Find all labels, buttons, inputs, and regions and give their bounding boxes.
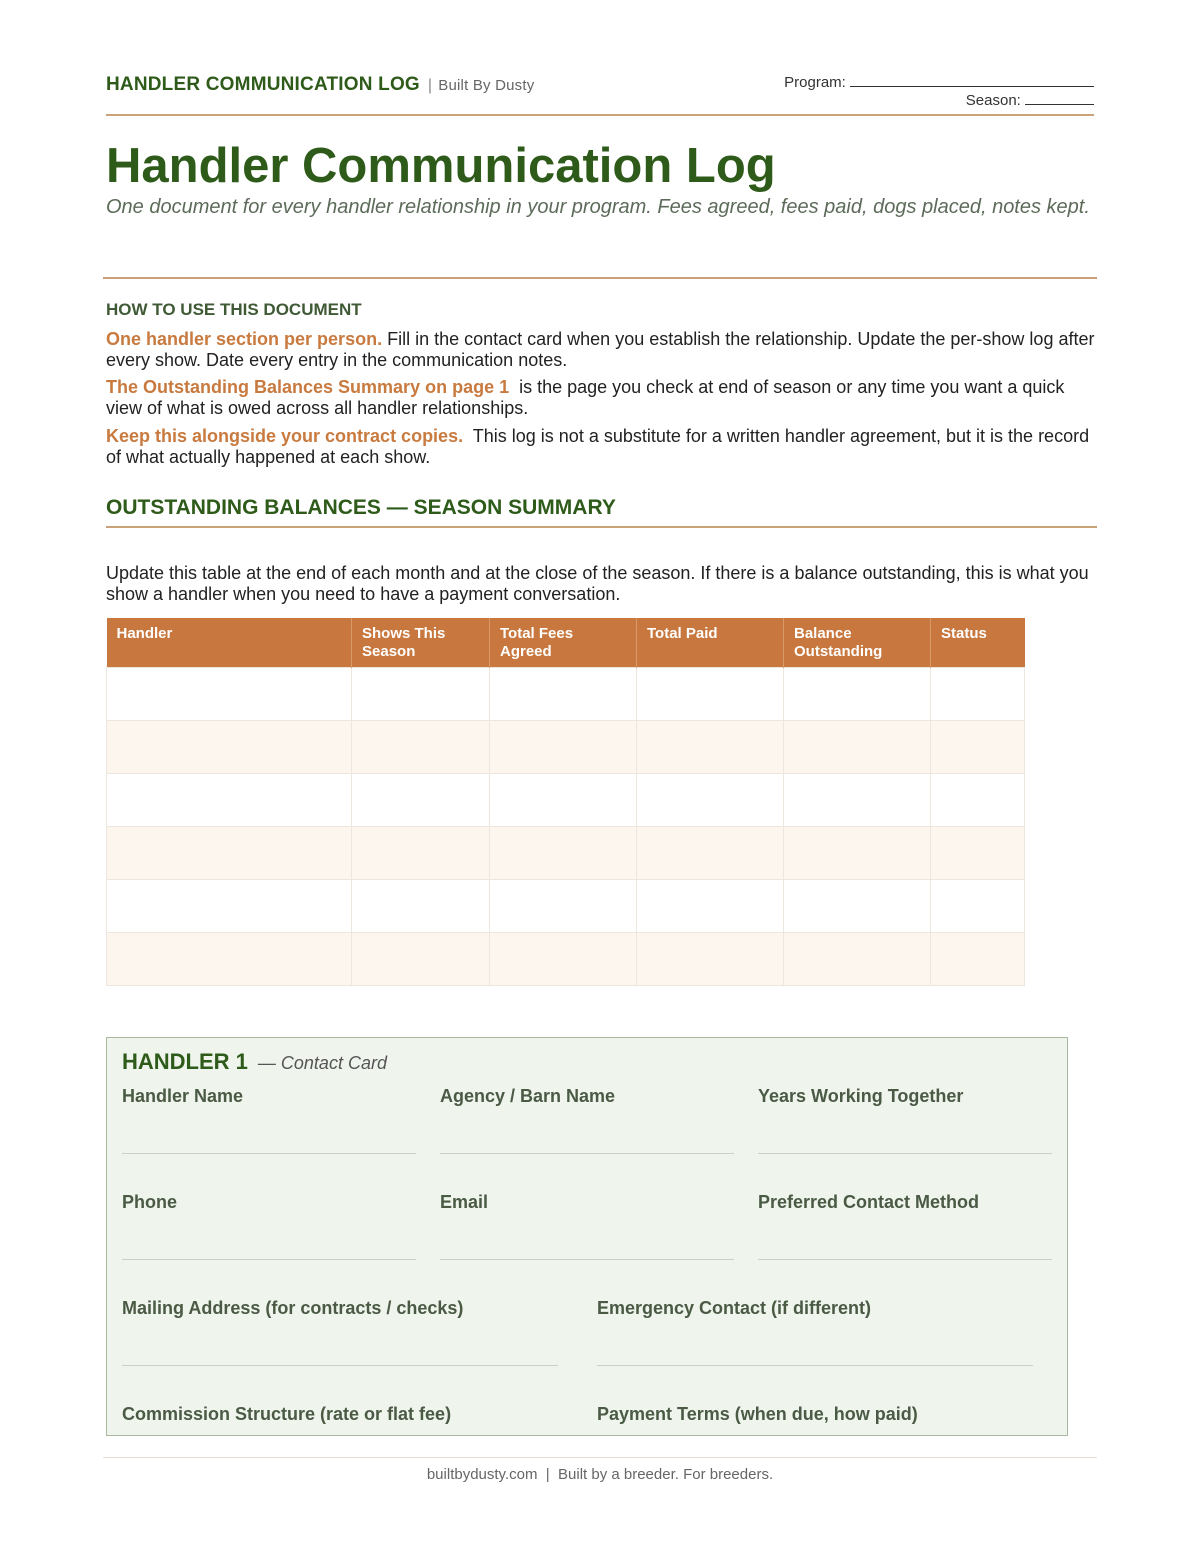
column-header-shows: Shows This Season [352,618,490,668]
field-label: Preferred Contact Method [758,1192,980,1212]
field-line [122,1259,416,1260]
card-title [122,1049,387,1075]
season-field[interactable] [784,92,1094,110]
table-cell[interactable] [784,774,931,827]
table-cell[interactable] [490,827,637,880]
how-to-text: This log is not a substitute for a written handler agreement, but it is the record of what actually happened at each show. [106,426,1095,467]
header-byline: Built By Dusty [438,77,535,94]
emergency-contact-field[interactable] [597,1298,1033,1319]
table-cell[interactable] [352,827,490,880]
table-cell[interactable] [107,933,352,986]
table-row [107,774,1025,827]
program-label: Program: [784,74,846,91]
table-cell[interactable] [931,774,1025,827]
program-blank[interactable] [850,75,1094,87]
mailing-address-field[interactable] [122,1298,558,1319]
field-label: Email [440,1192,489,1212]
table-cell[interactable] [931,668,1025,721]
table-cell[interactable] [784,721,931,774]
how-to-lead: One handler section per person. [106,329,383,349]
table-cell[interactable] [107,880,352,933]
field-label: Handler Name [122,1086,244,1106]
handler-name-field[interactable] [122,1086,416,1107]
field-line [597,1365,1033,1366]
how-to-paragraph [106,329,1096,371]
column-header-handler: Handler [107,618,352,668]
field-line [440,1153,734,1154]
page-footer: builtbydusty.com | Built by a breeder. For breeders. [426,1466,774,1483]
summary-intro: Update this table at the end of each month and at the close of the season. If there is a balance outstanding, this is what you show a handler when you need to have a payment conversation. [106,563,1089,604]
table-cell[interactable] [931,880,1025,933]
how-to-paragraph [106,377,1096,419]
balances-table [106,618,1025,986]
card-title-text: HANDLER 1 [122,1049,248,1074]
field-line [758,1259,1052,1260]
field-label: Payment Terms (when due, how paid) [597,1404,918,1424]
table-row [107,668,1025,721]
header-fields [784,74,1094,110]
table-cell[interactable] [490,880,637,933]
table-cell[interactable] [637,880,784,933]
header-separator: | [427,77,433,94]
field-label: Phone [122,1192,178,1212]
how-to-paragraph [106,426,1096,468]
how-to-text: is the page you check at end of season or any time you want a quick view of what is owed across all handler relationships. [106,377,1070,418]
table-cell[interactable] [637,668,784,721]
how-to-lead: The Outstanding Balances Summary on page 1 [106,377,510,397]
field-line [440,1259,734,1260]
table-cell[interactable] [352,721,490,774]
page-subtitle: One document for every handler relationship in your program. Fees agreed, fees paid, dogs placed, notes kept. [106,196,1090,218]
season-blank[interactable] [1025,93,1094,105]
table-cell[interactable] [352,880,490,933]
field-line [758,1153,1052,1154]
table-header-row [107,618,1025,668]
field-label: Commission Structure (rate or flat fee) [122,1404,452,1424]
table-cell[interactable] [637,774,784,827]
table-cell[interactable] [637,933,784,986]
table-cell[interactable] [490,774,637,827]
header-brand [106,74,534,96]
table-cell[interactable] [784,880,931,933]
divider [103,277,1097,279]
table-row [107,933,1025,986]
field-line [122,1365,558,1366]
table-cell[interactable] [352,668,490,721]
table-cell[interactable] [107,827,352,880]
field-label: Years Working Together [758,1086,964,1106]
payment-terms-field[interactable] [597,1404,1033,1425]
table-cell[interactable] [637,721,784,774]
table-cell[interactable] [931,827,1025,880]
email-field[interactable] [440,1192,734,1213]
divider [106,526,1097,528]
field-label: Mailing Address (for contracts / checks) [122,1298,464,1318]
page-header [106,72,1094,116]
column-header-status: Status [931,618,1025,668]
how-to-lead: Keep this alongside your contract copies. [106,426,464,446]
table-cell[interactable] [352,933,490,986]
page-title: Handler Communication Log [106,139,776,193]
table-cell[interactable] [931,721,1025,774]
header-brand-title: HANDLER COMMUNICATION LOG [106,74,420,95]
field-label: Emergency Contact (if different) [597,1298,872,1318]
season-label: Season: [965,92,1021,109]
field-line [122,1153,416,1154]
field-label: Agency / Barn Name [440,1086,616,1106]
table-cell[interactable] [784,827,931,880]
years-field[interactable] [758,1086,1052,1107]
agency-field[interactable] [440,1086,734,1107]
table-cell[interactable] [490,668,637,721]
table-cell[interactable] [637,827,784,880]
table-cell[interactable] [107,721,352,774]
column-header-total-paid: Total Paid [637,618,784,668]
table-row [107,721,1025,774]
table-row [107,827,1025,880]
how-to-heading: HOW TO USE THIS DOCUMENT [106,300,362,319]
column-header-fees-agreed: Total Fees Agreed [490,618,637,668]
table-cell[interactable] [931,933,1025,986]
commission-field[interactable] [122,1404,558,1425]
handler-contact-card [106,1037,1068,1436]
table-cell[interactable] [784,933,931,986]
table-cell[interactable] [490,721,637,774]
card-subtitle: — Contact Card [257,1053,387,1073]
preferred-contact-field[interactable] [758,1192,1052,1213]
table-cell[interactable] [490,933,637,986]
table-cell[interactable] [107,668,352,721]
footer-divider [103,1457,1097,1458]
phone-field[interactable] [122,1192,416,1213]
table-cell[interactable] [352,774,490,827]
program-field[interactable] [784,74,1094,92]
table-cell[interactable] [107,774,352,827]
summary-heading: OUTSTANDING BALANCES — SEASON SUMMARY [106,496,616,519]
how-to-text: Fill in the contact card when you establish the relationship. Update the per-show log after every show. Date every entry in the communication notes. [106,329,1095,370]
table-cell[interactable] [784,668,931,721]
table-row [107,880,1025,933]
column-header-balance: Balance Outstanding [784,618,931,668]
